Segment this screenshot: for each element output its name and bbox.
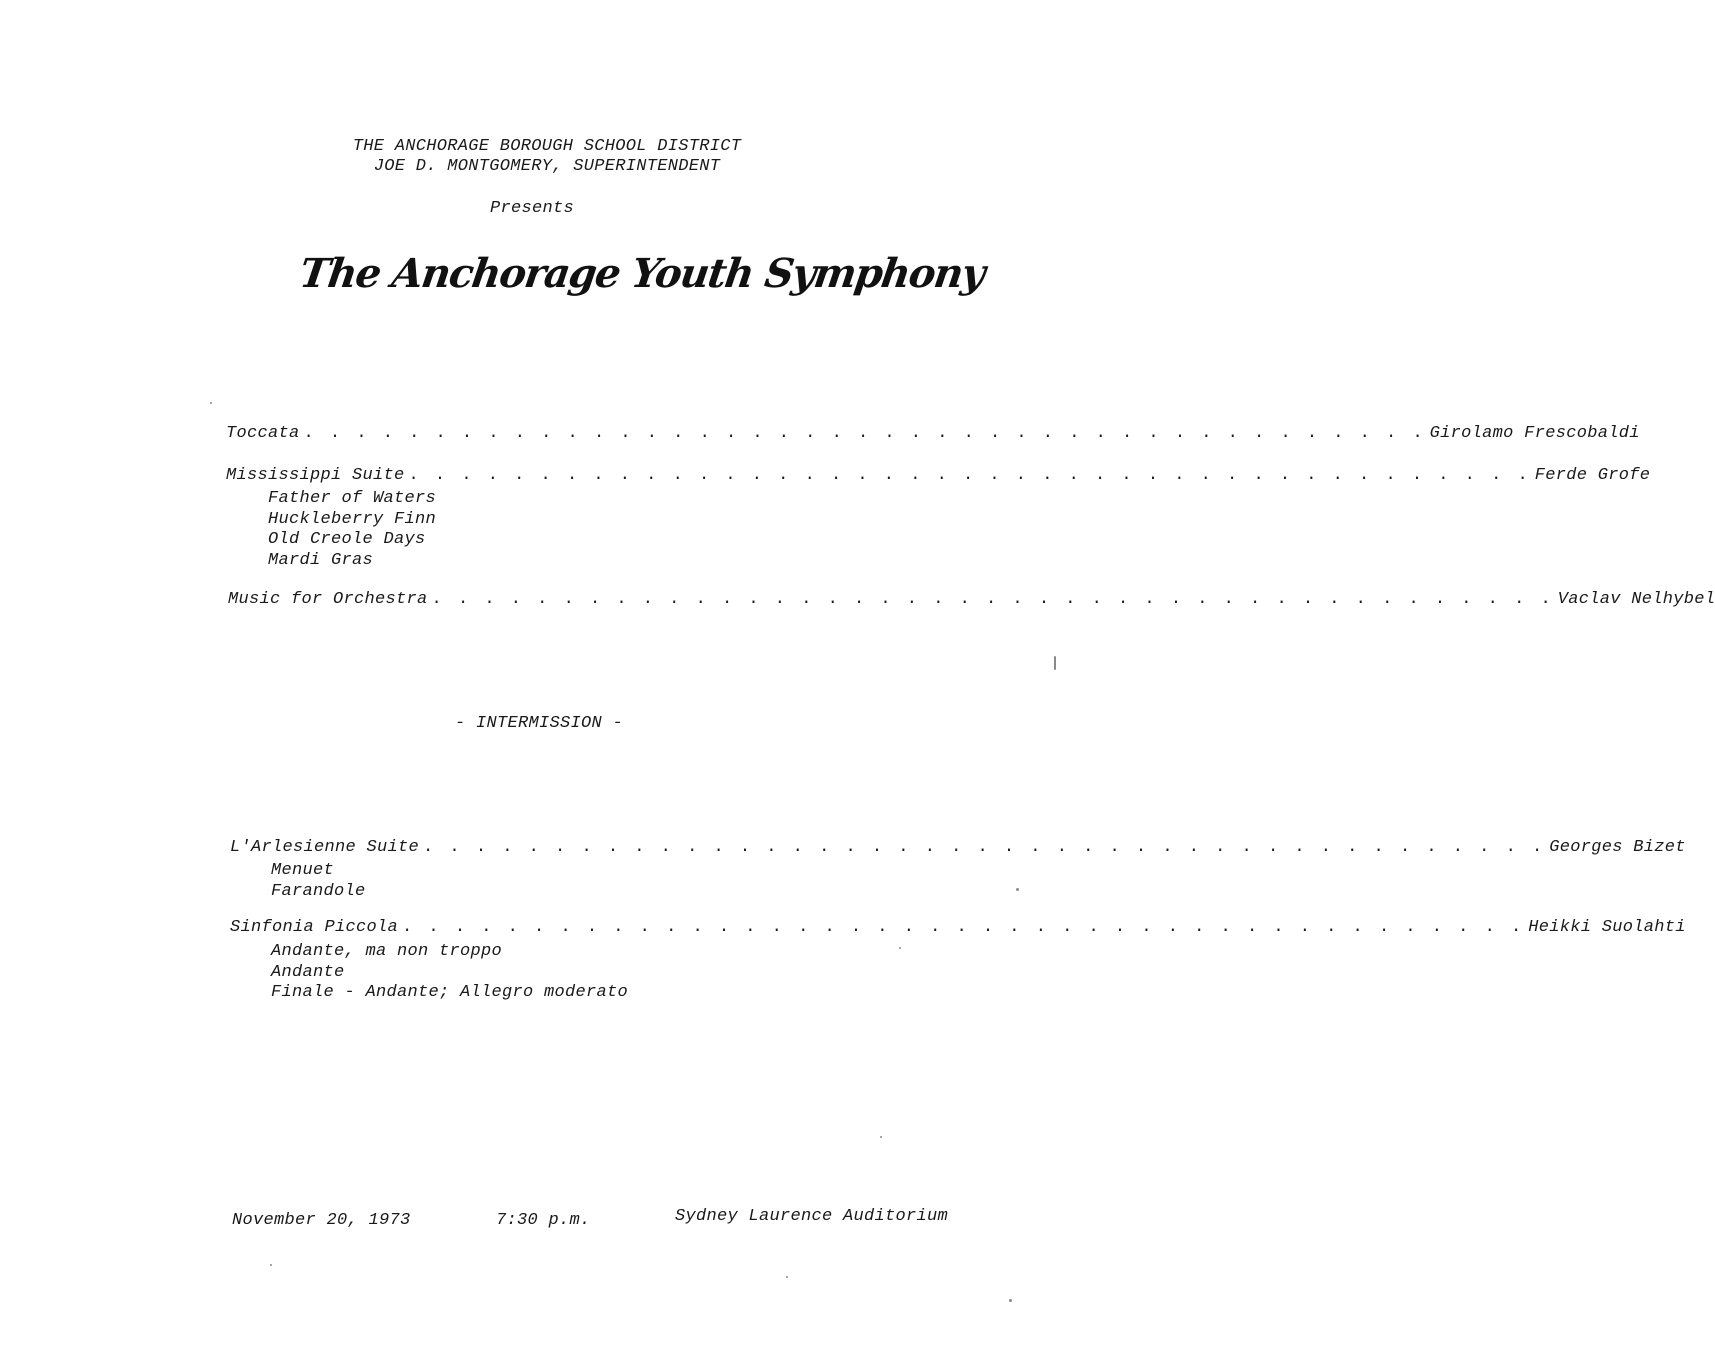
piece-title: Sinfonia Piccola	[230, 918, 399, 937]
scan-speck	[270, 1264, 272, 1266]
piece-title: L'Arlesienne Suite	[230, 838, 420, 857]
movement: Andante, ma non troppo	[271, 942, 503, 961]
scan-speck	[1009, 1299, 1012, 1302]
movement: Farandole	[271, 881, 366, 901]
scan-speck	[786, 1276, 788, 1278]
movement: Father of Waters	[268, 489, 437, 508]
program-entry-toccata	[226, 424, 1640, 443]
movement: Andante	[271, 962, 345, 982]
piece-composer: Girolamo Frescobaldi	[1429, 424, 1640, 443]
dot-leader: . . . . . . . . . . . . . . . . . . . . . . . . . . . . . . . . . . . . . . . . . . .	[303, 424, 1426, 443]
dot-leader: . . . . . . . . . . . . . . . . . . . . . . . . . . . . . . . . . . . . . . . . . . .	[423, 838, 1546, 857]
piece-composer: Heikki Suolahti	[1528, 918, 1686, 937]
concert-date: November 20, 1973	[232, 1211, 411, 1230]
program-entry-mississippi-suite	[226, 466, 1651, 485]
piece-title: Music for Orchestra	[228, 590, 428, 609]
dot-leader: . . . . . . . . . . . . . . . . . . . . . . . . . . . . . . . . . . . . . . . . . . .	[431, 590, 1554, 609]
piece-composer: Vaclav Nelhybel	[1557, 590, 1715, 609]
piece-title: Mississippi Suite	[226, 466, 405, 485]
dot-leader: . . . . . . . . . . . . . . . . . . . . . . . . . . . . . . . . . . . . . . . . . . .	[402, 918, 1525, 937]
scan-speck	[1016, 888, 1019, 891]
symphony-title: The Anchorage Youth Symphony	[296, 250, 987, 297]
movement: Menuet	[271, 861, 335, 880]
program-entry-arlesienne-suite	[230, 838, 1686, 857]
piece-composer: Georges Bizet	[1549, 838, 1686, 857]
superintendent-line: JOE D. MONTGOMERY, SUPERINTENDENT	[373, 157, 721, 176]
program-entry-sinfonia-piccola	[230, 918, 1686, 937]
movement-list-arlesienne	[271, 861, 366, 902]
presents-line: Presents	[489, 199, 574, 218]
movement-list-sinfonia	[271, 942, 628, 1004]
movement-list-mississippi	[268, 489, 436, 571]
movement: Finale - Andante; Allegro moderato	[271, 983, 629, 1002]
concert-venue: Sydney Laurence Auditorium	[675, 1207, 949, 1226]
scan-speck	[210, 402, 212, 404]
piece-composer: Ferde Grofe	[1534, 466, 1651, 485]
scan-speck	[1054, 656, 1056, 670]
movement: Mardi Gras	[268, 550, 374, 570]
movement: Huckleberry Finn	[268, 509, 437, 529]
district-heading: THE ANCHORAGE BOROUGH SCHOOL DISTRICT	[352, 137, 742, 156]
intermission-label: - INTERMISSION -	[455, 714, 624, 733]
scan-speck	[899, 947, 901, 949]
program-entry-music-for-orchestra	[228, 590, 1715, 609]
dot-leader: . . . . . . . . . . . . . . . . . . . . . . . . . . . . . . . . . . . . . . . . . . .	[408, 466, 1531, 485]
scan-speck	[880, 1136, 882, 1138]
concert-time: 7:30 p.m.	[496, 1211, 591, 1230]
piece-title: Toccata	[226, 424, 300, 443]
movement: Old Creole Days	[268, 530, 426, 549]
